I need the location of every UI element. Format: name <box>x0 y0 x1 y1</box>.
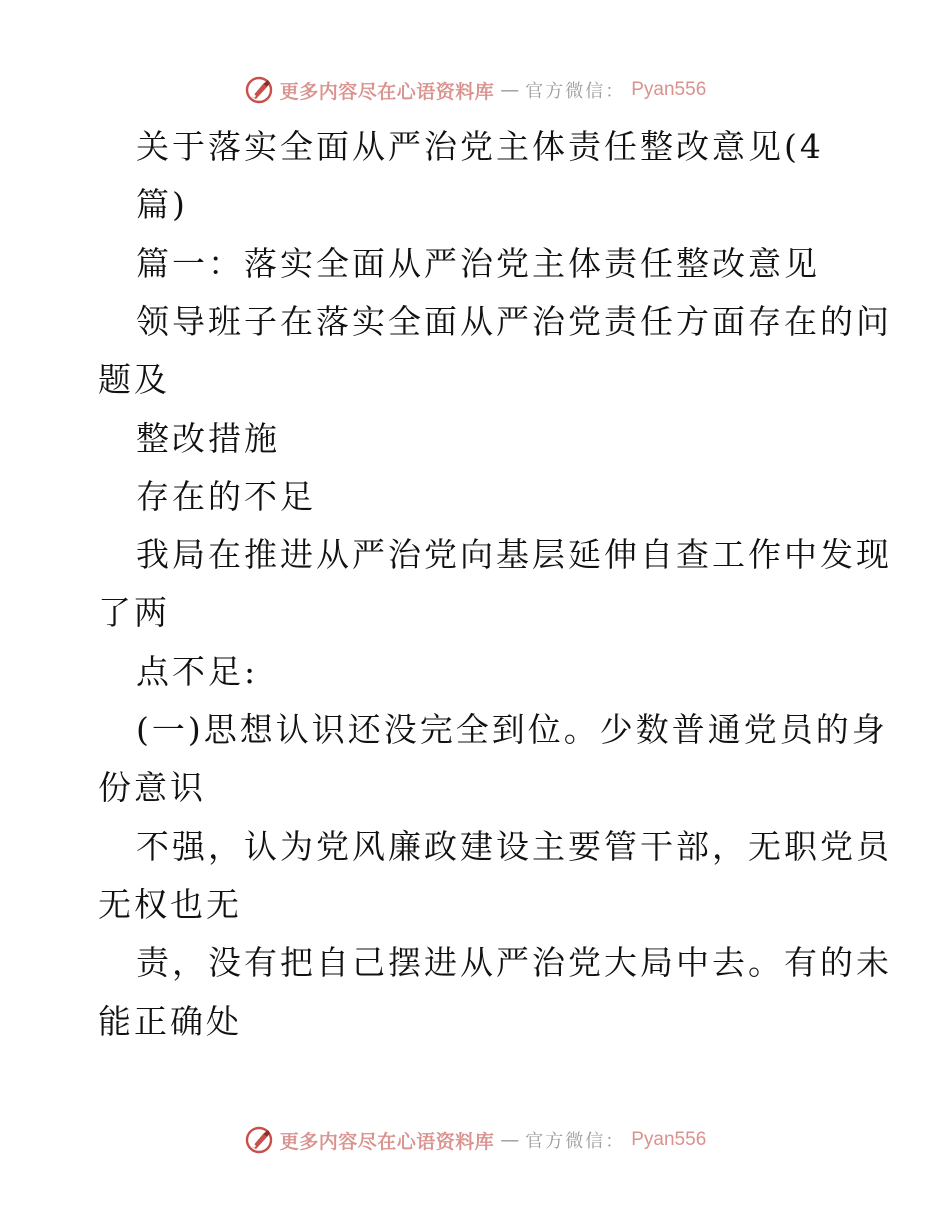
watermark-text: 更多内容尽在心语资料库 <box>279 1130 495 1153</box>
paragraph-line: 责，没有把自己摆进从严治党大局中去。有的未 <box>136 943 892 982</box>
paragraph-line: 我局在推进从严治党向基层延伸自查工作中发现 <box>136 535 892 574</box>
watermark-wechat-label: 官方微信： <box>525 81 626 102</box>
paragraph-line: 存在的不足 <box>136 477 316 516</box>
paragraph-line: 无权也无 <box>98 885 242 924</box>
watermark-separator: — <box>500 79 520 101</box>
pen-nib-circle-icon <box>244 1125 274 1155</box>
section-heading: 篇一：落实全面从严治党主体责任整改意见 <box>136 244 820 283</box>
paragraph-line: 点不足: <box>136 652 259 691</box>
watermark-wechat-id: Pyan556 <box>631 79 707 100</box>
watermark-wechat-label: 官方微信： <box>525 1131 626 1152</box>
footer-watermark <box>0 1122 950 1158</box>
paragraph-line: 了两 <box>98 593 170 632</box>
paragraph-line: 领导班子在落实全面从严治党责任方面存在的问 <box>136 302 892 341</box>
document-title-line-1: 关于落实全面从严治党主体责任整改意见(4 <box>136 127 824 166</box>
document-title-line-2: 篇) <box>136 185 188 224</box>
paragraph-line: 份意识 <box>98 768 206 807</box>
paragraph-line: 能正确处 <box>98 1002 242 1041</box>
paragraph-line: (一)思想认识还没完全到位。少数普通党员的身 <box>136 710 888 749</box>
paragraph-line: 不强，认为党风廉政建设主要管干部，无职党员 <box>136 827 892 866</box>
header-watermark <box>0 72 950 108</box>
paragraph-line: 整改措施 <box>136 419 280 458</box>
pen-nib-circle-icon <box>244 75 274 105</box>
watermark-text: 更多内容尽在心语资料库 <box>279 80 495 103</box>
watermark-separator: — <box>500 1129 520 1151</box>
paragraph-line: 题及 <box>98 360 170 399</box>
watermark-wechat-id: Pyan556 <box>631 1129 707 1150</box>
